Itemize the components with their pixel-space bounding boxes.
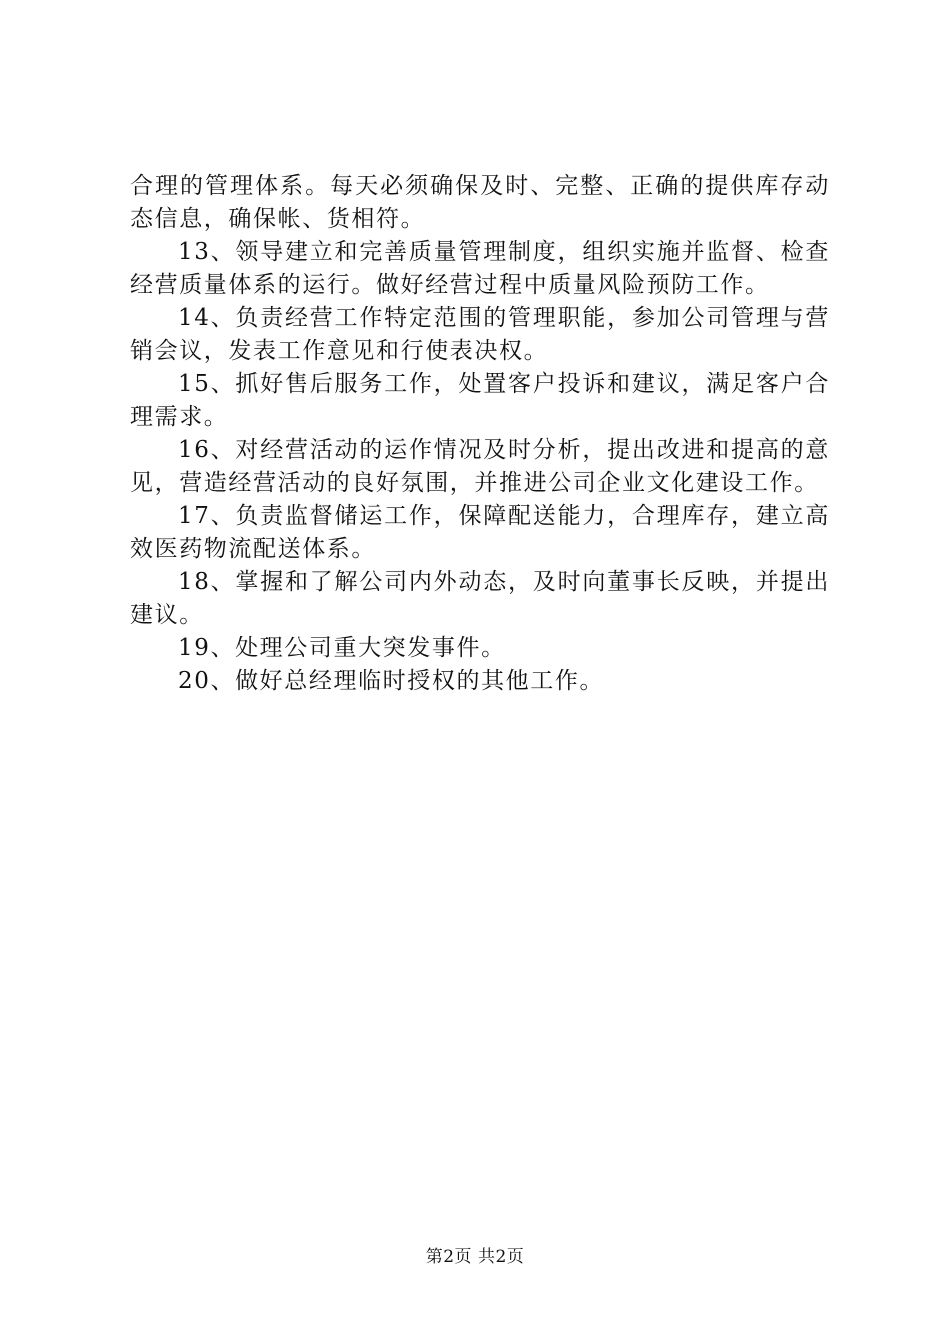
paragraph-item-16: 16、对经营活动的运作情况及时分析，提出改进和提高的意见，营造经营活动的良好氛围，并推进公司企业文化建设工作。 bbox=[130, 437, 830, 496]
document-body bbox=[130, 170, 830, 698]
paragraph-item-15: 15、抓好售后服务工作，处置客户投诉和建议，满足客户合理需求。 bbox=[130, 371, 830, 430]
paragraph-item-20: 20、做好总经理临时授权的其他工作。 bbox=[178, 668, 605, 694]
paragraph-item-18: 18、掌握和了解公司内外动态，及时向董事长反映，并提出建议。 bbox=[130, 569, 830, 628]
paragraph-item-19: 19、处理公司重大突发事件。 bbox=[178, 635, 506, 661]
paragraph-item-13: 13、领导建立和完善质量管理制度，组织实施并监督、检查经营质量体系的运行。做好经营过程中质量风险预防工作。 bbox=[130, 239, 830, 298]
paragraph-item-14: 14、负责经营工作特定范围的管理职能，参加公司管理与营销会议，发表工作意见和行使表决权。 bbox=[130, 305, 830, 364]
page-number-footer: 第2页 共2页 bbox=[425, 1247, 525, 1267]
paragraph-continuation: 合理的管理体系。每天必须确保及时、完整、正确的提供库存动态信息，确保帐、货相符。 bbox=[130, 173, 830, 232]
paragraph-item-17: 17、负责监督储运工作，保障配送能力，合理库存，建立高效医药物流配送体系。 bbox=[130, 503, 830, 562]
